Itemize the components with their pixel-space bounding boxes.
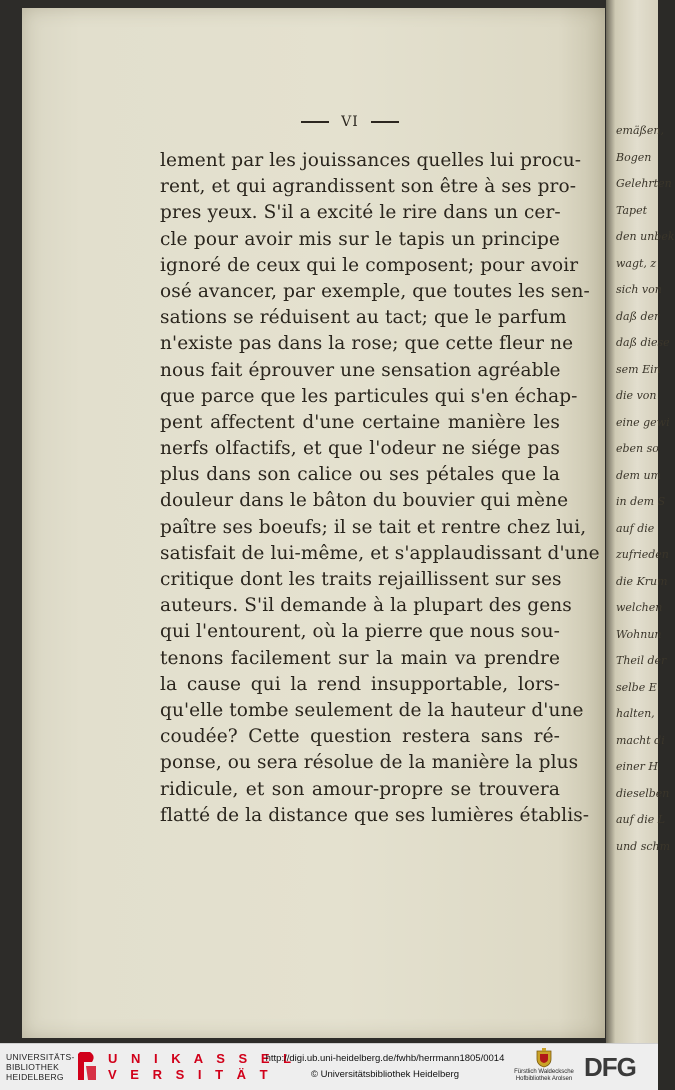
- text-line: satisfait de lui-même, et s'applaudissant d'une: [160, 542, 600, 564]
- text-line: nous fait éprouver une sensation agréable: [160, 359, 561, 381]
- facing-page-line: die Krum: [616, 574, 668, 588]
- facing-page-line: sich von: [616, 283, 662, 296]
- facing-page-line: emäßen,: [616, 124, 664, 137]
- facing-page-line: daß diese: [616, 336, 670, 349]
- facing-page-line: daß der: [616, 309, 660, 323]
- text-line: osé avancer, par exemple, que toutes les sen-: [160, 280, 590, 302]
- text-line: qui l'entourent, où la pierre que nous sou-: [160, 621, 560, 643]
- facing-page-line: Gelehrten: [616, 177, 672, 190]
- facing-page-line: auf die: [616, 521, 655, 535]
- waldeck-crest-icon: [535, 1048, 553, 1068]
- copyright-text: © Universitätsbibliothek Heidelberg: [311, 1069, 459, 1080]
- page-body-text: [160, 148, 600, 829]
- text-line: paître ses boeufs; il se tait et rentre chez lui,: [160, 516, 587, 538]
- text-line: pres yeux. S'il a excité le rire dans un cer-: [160, 202, 561, 224]
- facing-page-line: in dem S: [616, 495, 666, 508]
- facing-page-line: Theil der: [616, 654, 667, 667]
- facing-page-line: welchen: [616, 601, 663, 614]
- text-line: auteurs. S'il demande à la plupart des gens: [160, 595, 572, 617]
- page-number: VI: [341, 114, 359, 130]
- facing-page-line: macht di: [616, 733, 665, 747]
- dfg-logo[interactable]: DFG: [584, 1052, 636, 1082]
- heidelberg-name-line: HEIDELBERG: [6, 1072, 64, 1082]
- text-line: rent, et qui agrandissent son être à ses pro-: [160, 176, 577, 198]
- facing-page-line: und schm: [616, 839, 671, 853]
- facing-page-line: zufrieden: [616, 548, 669, 561]
- text-line: sations se réduisent au tact; que le parfum: [160, 307, 567, 329]
- permalink-url[interactable]: http://digi.ub.uni-heidelberg.de/fwhb/herrmann1805/0014: [265, 1053, 505, 1064]
- waldeck-library-logo[interactable]: [512, 1069, 576, 1083]
- facing-page-line: eine gewi: [616, 415, 670, 429]
- kassel-line-2: V E R S I T Ä T: [108, 1067, 273, 1082]
- facing-page-line: Wohnun: [616, 627, 662, 641]
- facing-page-line: auf die L: [616, 813, 666, 826]
- facing-page-line: sem Ein: [616, 362, 661, 376]
- text-line: cle pour avoir mis sur le tapis un principe: [160, 228, 560, 250]
- facing-page-line: dieselben: [616, 786, 670, 800]
- kassel-line-1: U N I K A S S E L: [108, 1051, 297, 1066]
- text-line: coudée? Cette question restera sans ré-: [160, 726, 560, 748]
- facing-page-line: wagt, z: [616, 256, 657, 270]
- heidelberg-name-line: UNIVERSITÄTS-: [6, 1052, 75, 1062]
- waldeck-line-1: Fürstlich Waldecksche: [514, 1069, 574, 1075]
- text-line: la cause qui la rend insupportable, lors-: [160, 673, 560, 695]
- facing-page-line: eben so: [616, 442, 659, 455]
- text-line: ponse, ou sera résolue de la manière la plus: [160, 752, 579, 774]
- facing-page-line: dem um: [616, 468, 661, 482]
- facing-page-line: selbe E: [616, 680, 657, 694]
- header-rule-left: [301, 121, 329, 123]
- header-rule-right: [371, 121, 399, 123]
- text-line: douleur dans le bâton du bouvier qui mène: [160, 490, 569, 512]
- heidelberg-name-line: BIBLIOTHEK: [6, 1062, 60, 1072]
- waldeck-line-2: Hofbibliothek Arolsen: [515, 1076, 573, 1082]
- text-line: ridicule, et son amour-propre se trouvera: [160, 778, 560, 800]
- footer-bar: [0, 1043, 658, 1090]
- facing-page-line: Bogen: [616, 150, 652, 164]
- text-line: pent affectent d'une certaine manière les: [160, 411, 560, 433]
- text-line: nerfs olfactifs, et que l'odeur ne siége pas: [160, 438, 560, 460]
- text-line: lement par les jouissances quelles lui procu-: [160, 150, 582, 171]
- page-header: [270, 114, 430, 130]
- text-line: flatté de la distance que ses lumières établis-: [160, 804, 590, 826]
- text-line: critique dont les traits rejaillissent sur ses: [160, 569, 562, 590]
- text-line: n'existe pas dans la rose; que cette fleur ne: [160, 333, 574, 355]
- text-line: tenons facilement sur la main va prendre: [160, 647, 560, 669]
- text-line: plus dans son calice ou ses pétales que la: [160, 464, 560, 486]
- text-line: ignoré de ceux qui le composent; pour avoir: [160, 254, 579, 276]
- text-line: qu'elle tombe seulement de la hauteur d'une: [160, 699, 584, 721]
- facing-page-line: einer H: [616, 760, 658, 773]
- facing-page-line: den unbek: [616, 230, 675, 243]
- facing-page-line: halten,: [616, 707, 655, 720]
- text-line: que parce que les particules qui s'en échap-: [160, 385, 578, 407]
- kassel-seal-icon: [76, 1050, 98, 1082]
- facing-page-text: [616, 118, 675, 860]
- facing-page-line: die von: [616, 389, 657, 402]
- facing-page-line: Tapet: [616, 203, 648, 217]
- heidelberg-library-logo[interactable]: [6, 1052, 75, 1082]
